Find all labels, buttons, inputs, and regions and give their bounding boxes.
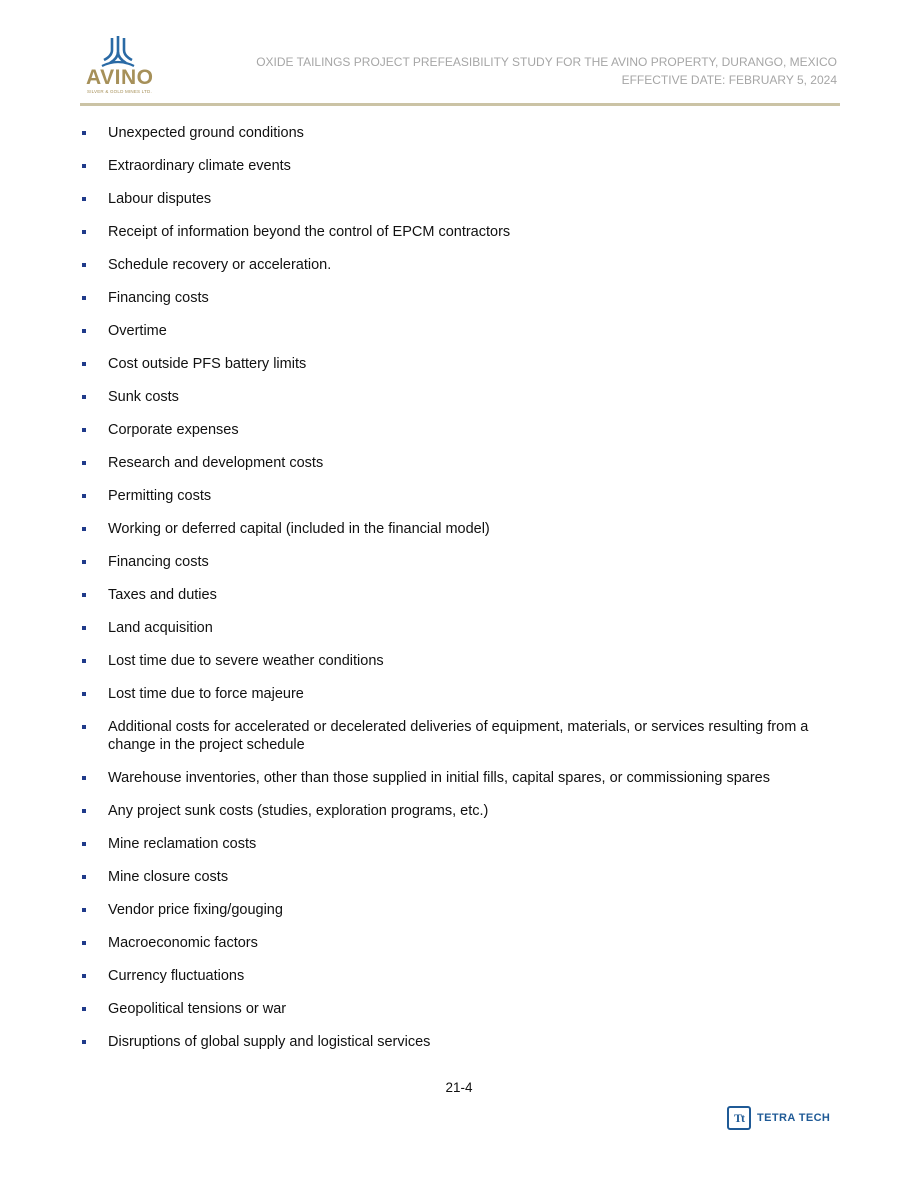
bullet-item — [80, 835, 840, 853]
bullet-text: Geopolitical tensions or war — [108, 1001, 287, 1017]
bullet-text: Financing costs — [108, 554, 209, 570]
bullet-marker-icon — [82, 296, 86, 300]
avino-mark-icon — [98, 36, 138, 70]
bullet-item — [80, 487, 840, 505]
bullet-item — [80, 454, 840, 472]
bullet-marker-icon — [82, 593, 86, 597]
bullet-item — [80, 619, 840, 637]
bullet-marker-icon — [82, 428, 86, 432]
bullet-marker-icon — [82, 875, 86, 879]
bullet-marker-icon — [82, 908, 86, 912]
bullet-item — [80, 190, 840, 208]
bullet-text: Vendor price fixing/gouging — [108, 902, 283, 918]
bullet-marker-icon — [82, 329, 86, 333]
page-number: 21-4 — [445, 1080, 473, 1095]
bullet-item — [80, 586, 840, 604]
bullet-text: Land acquisition — [108, 620, 213, 636]
bullet-marker-icon — [82, 197, 86, 201]
bullet-marker-icon — [82, 461, 86, 465]
bullet-text: Disruptions of global supply and logistical services — [108, 1034, 431, 1050]
bullet-marker-icon — [82, 842, 86, 846]
header-effective-date: EFFECTIVE DATE: FEBRUARY 5, 2024 — [621, 73, 837, 87]
bullet-marker-icon — [82, 1007, 86, 1011]
bullet-marker-icon — [82, 362, 86, 366]
bullet-marker-icon — [82, 692, 86, 696]
bullet-marker-icon — [82, 230, 86, 234]
bullet-item — [80, 901, 840, 919]
header-title: OXIDE TAILINGS PROJECT PREFEASIBILITY STUDY FOR THE AVINO PROPERTY, DURANGO, MEXICO — [256, 55, 837, 69]
bullet-text: Receipt of information beyond the control of EPCM contractors — [108, 224, 511, 240]
tetra-tech-logo — [727, 1104, 830, 1132]
bullet-item — [80, 934, 840, 952]
bullet-item — [80, 388, 840, 406]
bullet-item — [80, 685, 840, 703]
avino-logo — [84, 36, 160, 98]
logo-wordmark: AVINO — [86, 66, 154, 89]
bullet-text: Additional costs for accelerated or decelerated deliveries of equipment, materials, or services resulting from a change in the project schedule — [108, 719, 809, 753]
bullet-item — [80, 223, 840, 241]
bullet-marker-icon — [82, 395, 86, 399]
bullet-text: Any project sunk costs (studies, exploration programs, etc.) — [108, 803, 489, 819]
bullet-item — [80, 868, 840, 886]
header-divider — [80, 103, 840, 106]
bullet-text: Macroeconomic factors — [108, 935, 258, 951]
logo-subtitle: SILVER & GOLD MINES LTD. — [87, 89, 152, 94]
bullet-text: Taxes and duties — [108, 587, 217, 603]
bullet-text: Unexpected ground conditions — [108, 125, 304, 141]
bullet-text: Extraordinary climate events — [108, 158, 291, 174]
bullet-item — [80, 769, 840, 787]
bullet-item — [80, 421, 840, 439]
bullet-text: Mine reclamation costs — [108, 836, 257, 852]
bullet-item — [80, 355, 840, 373]
bullet-item — [80, 1000, 840, 1018]
bullet-item — [80, 124, 840, 142]
bullet-marker-icon — [82, 776, 86, 780]
bullet-text: Working or deferred capital (included in the financial model) — [108, 521, 490, 537]
document-header — [256, 53, 837, 89]
bullet-item — [80, 322, 840, 340]
bullet-text: Permitting costs — [108, 488, 212, 504]
bullet-item — [80, 289, 840, 307]
bullet-item — [80, 553, 840, 571]
bullet-text: Mine closure costs — [108, 869, 229, 885]
bullet-text: Lost time due to force majeure — [108, 686, 304, 702]
bullet-marker-icon — [82, 659, 86, 663]
bullet-text: Financing costs — [108, 290, 209, 306]
bullet-item — [80, 967, 840, 985]
tetra-tech-name: TETRA TECH — [757, 1112, 831, 1124]
bullet-item — [80, 652, 840, 670]
bullet-item — [80, 256, 840, 274]
bullet-marker-icon — [82, 626, 86, 630]
tetra-tech-icon: Tt — [727, 1106, 751, 1130]
bullet-text: Cost outside PFS battery limits — [108, 356, 307, 372]
bullet-item — [80, 718, 840, 754]
bullet-text: Labour disputes — [108, 191, 212, 207]
bullet-text: Research and development costs — [108, 455, 324, 471]
bullet-item — [80, 802, 840, 820]
bullet-text: Overtime — [108, 323, 167, 339]
bullet-text: Corporate expenses — [108, 422, 239, 438]
bullet-text: Lost time due to severe weather conditions — [108, 653, 384, 669]
bullet-item — [80, 520, 840, 538]
bullet-marker-icon — [82, 494, 86, 498]
bullet-marker-icon — [82, 725, 86, 729]
bullet-marker-icon — [82, 263, 86, 267]
bullet-marker-icon — [82, 974, 86, 978]
bullet-marker-icon — [82, 131, 86, 135]
bullet-marker-icon — [82, 527, 86, 531]
bullet-text: Warehouse inventories, other than those supplied in initial fills, capital spares, or commissioning spares — [108, 770, 770, 786]
bullet-text: Sunk costs — [108, 389, 179, 405]
bullet-marker-icon — [82, 1040, 86, 1044]
bullet-list — [80, 124, 840, 1066]
bullet-item — [80, 157, 840, 175]
bullet-item — [80, 1033, 840, 1051]
bullet-marker-icon — [82, 560, 86, 564]
bullet-marker-icon — [82, 164, 86, 168]
bullet-marker-icon — [82, 941, 86, 945]
bullet-marker-icon — [82, 809, 86, 813]
bullet-text: Currency fluctuations — [108, 968, 245, 984]
bullet-text: Schedule recovery or acceleration. — [108, 257, 332, 273]
